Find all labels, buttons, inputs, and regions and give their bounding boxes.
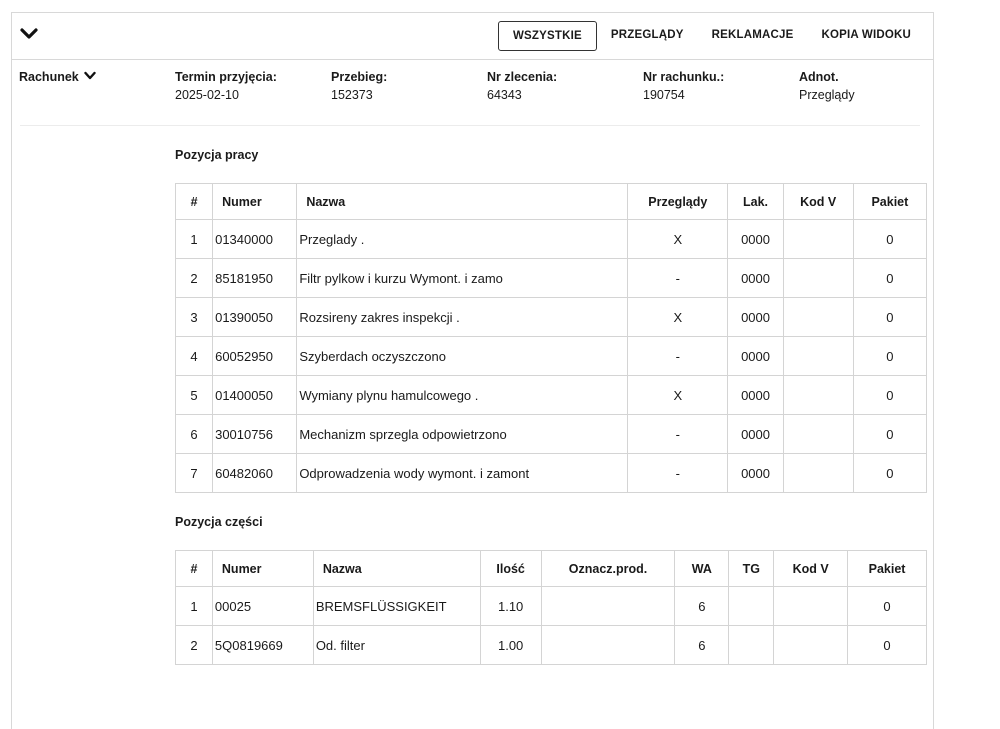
table-cell: 6 xyxy=(675,626,729,665)
table-cell xyxy=(774,587,848,626)
field-value: 64343 xyxy=(487,88,522,102)
parts-section-title: Pozycja części xyxy=(175,515,263,529)
parts-table xyxy=(175,550,927,665)
field-label: Nr rachunku.: xyxy=(643,70,725,84)
table-cell: Rozsireny zakres inspekcji . xyxy=(297,298,628,337)
table-cell: Odprowadzenia wody wymont. i zamont xyxy=(297,454,628,493)
col-header: Pakiet xyxy=(853,184,926,220)
table-cell: 60482060 xyxy=(213,454,297,493)
table-row xyxy=(176,220,927,259)
field-value: 152373 xyxy=(331,88,373,102)
view-tabs xyxy=(498,21,925,51)
table-cell: 01390050 xyxy=(213,298,297,337)
tab-przeglady[interactable]: PRZEGLĄDY xyxy=(610,29,684,41)
col-header: TG xyxy=(729,551,774,587)
field-termin xyxy=(175,70,277,102)
table-cell: 01400050 xyxy=(213,376,297,415)
table-cell: Filtr pylkow i kurzu Wymont. i zamo xyxy=(297,259,628,298)
col-header: Nazwa xyxy=(313,551,480,587)
table-cell: X xyxy=(628,220,728,259)
table-cell xyxy=(783,259,853,298)
table-cell: 0 xyxy=(853,337,926,376)
table-cell: 3 xyxy=(176,298,213,337)
table-cell: 5 xyxy=(176,376,213,415)
col-header: Pakiet xyxy=(848,551,927,587)
col-header: Nazwa xyxy=(297,184,628,220)
table-header-row xyxy=(176,184,927,220)
col-header: Lak. xyxy=(728,184,783,220)
table-cell: 0000 xyxy=(728,298,783,337)
table-cell: - xyxy=(628,454,728,493)
table-cell: 1 xyxy=(176,220,213,259)
table-cell: 60052950 xyxy=(213,337,297,376)
field-label: Termin przyjęcia: xyxy=(175,70,277,84)
field-label: Przebieg: xyxy=(331,70,388,84)
table-cell: 1 xyxy=(176,587,213,626)
field-value: Przeglądy xyxy=(799,88,855,102)
table-cell xyxy=(783,298,853,337)
table-cell: 0000 xyxy=(728,415,783,454)
field-przebieg xyxy=(331,70,387,102)
field-value: 190754 xyxy=(643,88,685,102)
col-header: # xyxy=(176,184,213,220)
table-row xyxy=(176,259,927,298)
field-value: 2025-02-10 xyxy=(175,88,239,102)
col-header: Numer xyxy=(213,184,297,220)
table-cell: 0 xyxy=(853,298,926,337)
table-cell: 01340000 xyxy=(213,220,297,259)
table-cell xyxy=(783,337,853,376)
table-cell: 0 xyxy=(853,259,926,298)
table-cell xyxy=(783,376,853,415)
table-cell: 1.00 xyxy=(480,626,541,665)
table-cell xyxy=(729,587,774,626)
col-header: WA xyxy=(675,551,729,587)
field-label: Nr zlecenia: xyxy=(487,70,558,84)
table-cell: 00025 xyxy=(212,587,313,626)
rachunek-toggle[interactable] xyxy=(19,70,96,84)
table-cell: X xyxy=(628,376,728,415)
table-cell: Wymiany plynu hamulcowego . xyxy=(297,376,628,415)
divider xyxy=(20,125,920,126)
field-label: Adnot. xyxy=(799,70,839,84)
tab-reklamacje[interactable]: REKLAMACJE xyxy=(711,29,794,41)
table-cell: 6 xyxy=(176,415,213,454)
col-header: Kod V xyxy=(783,184,853,220)
rachunek-label: Rachunek xyxy=(19,70,79,84)
table-cell: BREMSFLÜSSIGKEIT xyxy=(313,587,480,626)
table-cell xyxy=(783,454,853,493)
table-header-row xyxy=(176,551,927,587)
chevron-down-icon[interactable] xyxy=(20,26,40,46)
col-header: Ilość xyxy=(480,551,541,587)
table-cell xyxy=(729,626,774,665)
table-row xyxy=(176,337,927,376)
table-row xyxy=(176,376,927,415)
table-cell: 2 xyxy=(176,259,213,298)
table-row xyxy=(176,626,927,665)
col-header: Oznacz.prod. xyxy=(541,551,675,587)
table-cell: 1.10 xyxy=(480,587,541,626)
table-cell xyxy=(783,220,853,259)
field-nr-zlecenia xyxy=(487,70,557,102)
table-cell: 5Q0819669 xyxy=(212,626,313,665)
table-cell: 6 xyxy=(675,587,729,626)
table-cell: 85181950 xyxy=(213,259,297,298)
table-cell: 30010756 xyxy=(213,415,297,454)
table-cell: 0000 xyxy=(728,259,783,298)
col-header: Kod V xyxy=(774,551,848,587)
table-cell: 0000 xyxy=(728,376,783,415)
chevron-down-icon xyxy=(84,70,96,84)
field-nr-rachunku xyxy=(643,70,724,102)
table-cell: 0 xyxy=(853,376,926,415)
work-section-title: Pozycja pracy xyxy=(175,148,259,162)
work-table xyxy=(175,183,927,493)
main-panel xyxy=(11,12,934,729)
table-cell: 0 xyxy=(848,587,927,626)
table-cell: 2 xyxy=(176,626,213,665)
table-cell: 0000 xyxy=(728,220,783,259)
table-cell: - xyxy=(628,259,728,298)
table-cell xyxy=(541,626,675,665)
col-header: Przeglądy xyxy=(628,184,728,220)
table-cell xyxy=(541,587,675,626)
table-cell: Przeglady . xyxy=(297,220,628,259)
col-header: Numer xyxy=(212,551,313,587)
table-cell: Mechanizm sprzegla odpowietrzono xyxy=(297,415,628,454)
tab-kopia-widoku[interactable]: KOPIA WIDOKU xyxy=(821,29,911,41)
table-cell: 0 xyxy=(853,454,926,493)
table-cell: Od. filter xyxy=(313,626,480,665)
table-cell: 0 xyxy=(853,415,926,454)
table-cell xyxy=(774,626,848,665)
table-cell: 0000 xyxy=(728,454,783,493)
table-cell: - xyxy=(628,337,728,376)
table-cell: 0 xyxy=(853,220,926,259)
table-row xyxy=(176,298,927,337)
table-cell xyxy=(783,415,853,454)
table-cell: 0000 xyxy=(728,337,783,376)
table-row xyxy=(176,454,927,493)
col-header: # xyxy=(176,551,213,587)
table-cell: X xyxy=(628,298,728,337)
table-cell: Szyberdach oczyszczono xyxy=(297,337,628,376)
table-cell: 0 xyxy=(848,626,927,665)
table-cell: 7 xyxy=(176,454,213,493)
field-adnot xyxy=(799,70,855,102)
table-cell: 4 xyxy=(176,337,213,376)
invoice-info xyxy=(12,68,933,128)
top-bar xyxy=(12,13,933,60)
table-row xyxy=(176,415,927,454)
tab-wszystkie[interactable]: WSZYSTKIE xyxy=(498,21,597,51)
table-cell: - xyxy=(628,415,728,454)
table-row xyxy=(176,587,927,626)
